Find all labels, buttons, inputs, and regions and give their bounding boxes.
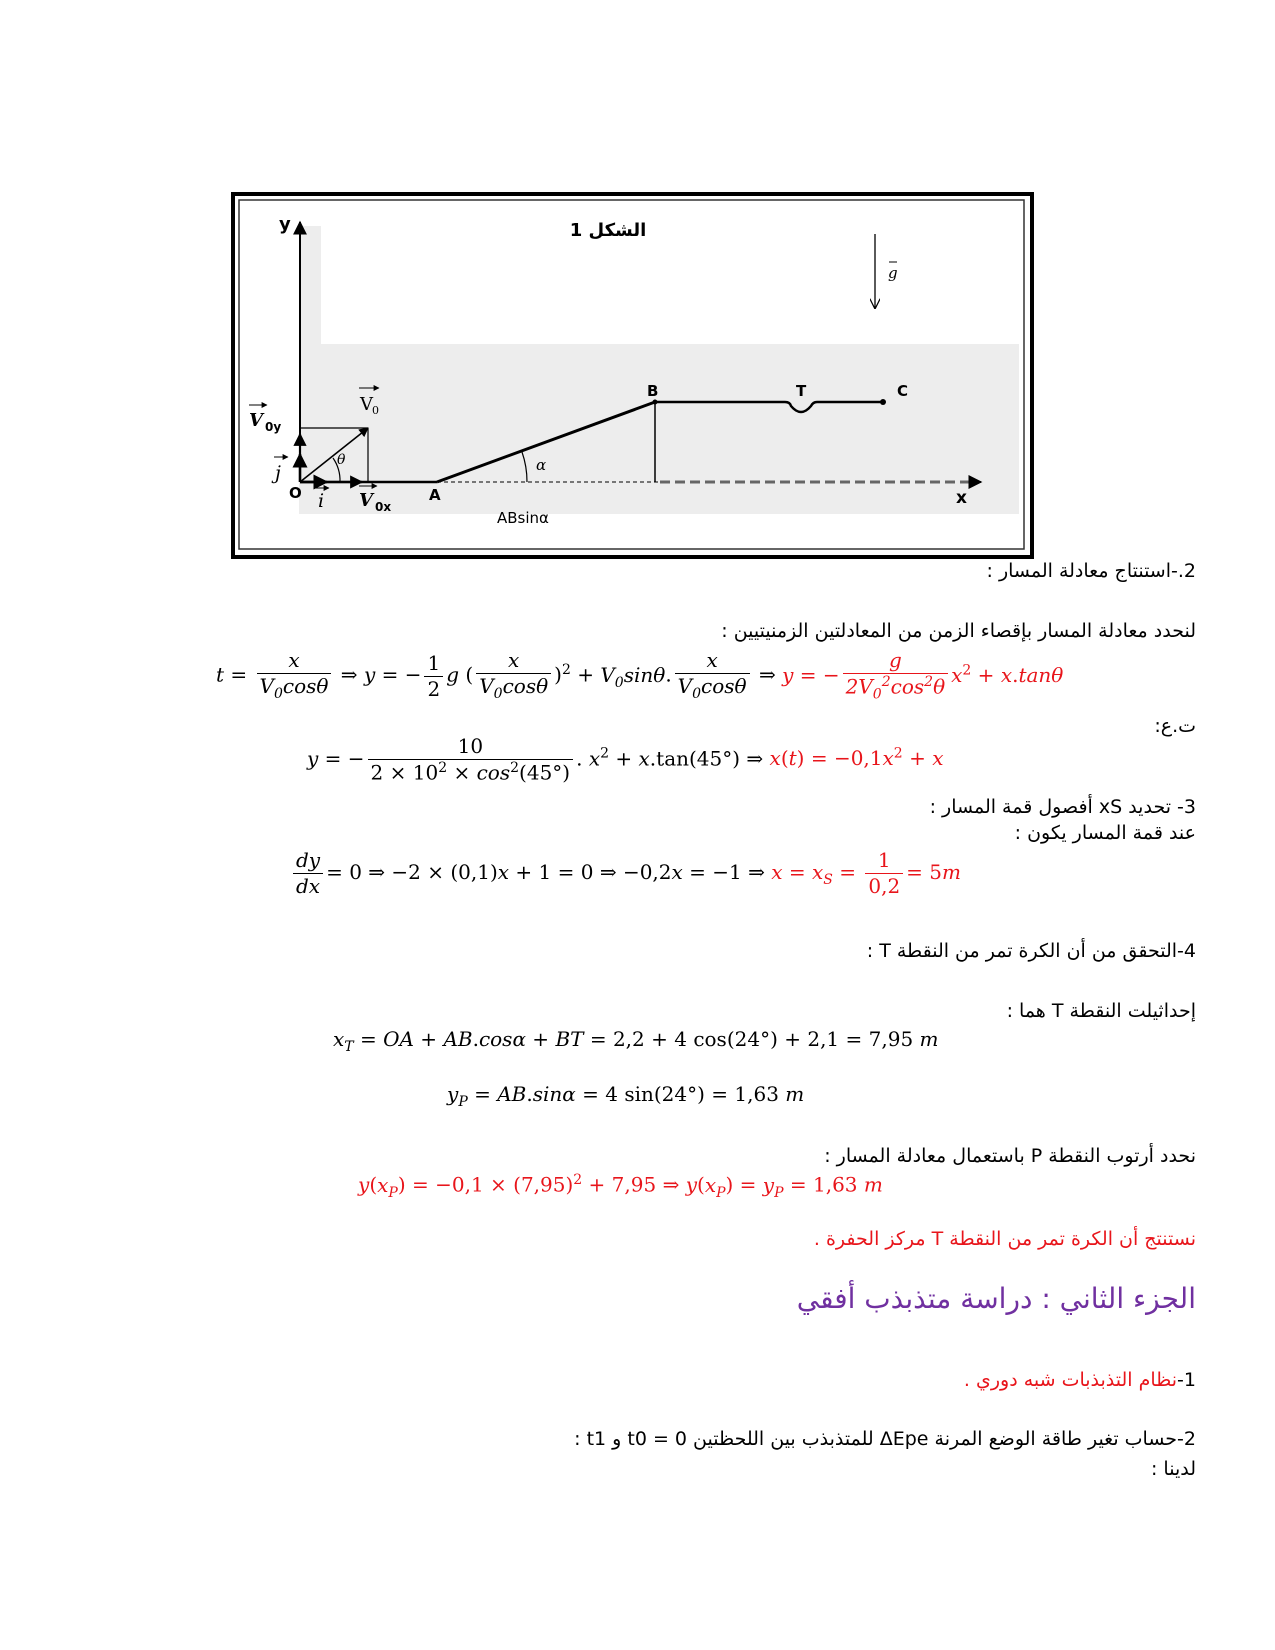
part-2-given: لدينا : <box>1150 1458 1196 1480</box>
v0y-label: V <box>249 410 263 431</box>
part-2-q1-prefix: 1- <box>1177 1369 1196 1391</box>
point-c-dot <box>880 399 886 405</box>
v0x-label-sub: 0x <box>375 500 392 514</box>
section-4-ordinate-intro: نحدد أرتوب النقطة P باستعمال معادلة المسار : <box>824 1145 1196 1167</box>
y-axis-label: y <box>279 214 291 235</box>
equation-numeric-trajectory: y = − $\frac{10}{2 \times 10^2 \times \cos^2(45^\circ)}$ . $x^2 + x.\tan(45^\circ)$ ⇒ $x(t) = -0,1x^2 + x$ <box>307 734 944 785</box>
x-axis-label: x <box>956 488 967 508</box>
v0-label-sub: 0 <box>372 404 379 417</box>
part-2-heading: الجزء الثاني : دراسة متذبذب أفقي <box>796 1282 1196 1315</box>
v0x-label: V <box>359 490 373 511</box>
trajectory-diagram <box>235 196 1030 555</box>
origin-label: O <box>289 484 302 502</box>
point-c-label: C <box>897 382 909 400</box>
angle-theta-label: θ <box>337 452 346 468</box>
dim-label-absin: ABsinα <box>497 509 549 527</box>
section-4-coordinates-intro: إحداثيلت النقطة T هما : <box>1006 1000 1196 1022</box>
part-2-question-2: 2-حساب تغير طاقة الوضع المرنة ΔEpe للمتذبذب بين اللحظتين t0 = 0 و t1 : <box>574 1428 1196 1450</box>
v0-label: V <box>360 394 373 415</box>
equation-summit: $\frac{dy}{dx}$ = 0 ⇒ −2 × (0,1)x + 1 = 0 ⇒ −0,2x = −1 ⇒ $x = x_S$ = $\frac{1}{0,2}$ = 5m <box>290 848 961 899</box>
point-b-label: B <box>647 382 659 400</box>
point-a-label: A <box>429 486 441 504</box>
shaded-band <box>299 344 1019 514</box>
section-2-intro: لنحدد معادلة المسار بإقصاء الزمن من المعادلتين الزمنيتيين : <box>721 620 1196 642</box>
v0y-label-sub: 0y <box>265 420 282 434</box>
point-b-dot <box>653 400 658 405</box>
section-4-title: 4-التحقق من أن الكرة تمر من النقطة T : <box>866 940 1196 962</box>
unit-i-label: i <box>318 490 325 512</box>
section-3-intro: عند قمة المسار يكون : <box>1014 822 1196 844</box>
equation-xt: $x_T$ = OA + AB.cosα + BT = 2,2 + 4 cos(24°) + 2,1 = 7,95 m <box>333 1027 939 1055</box>
section-4-conclusion: نستنتج أن الكرة تمر من النقطة T مركز الحفرة . <box>813 1228 1196 1250</box>
angle-alpha-label: α <box>536 456 547 474</box>
point-t-label: T <box>796 382 807 400</box>
section-2-title: 2.-استنتاج معادلة المسار : <box>986 560 1196 582</box>
equation-y-of-xp: $y(x_P) = -0,1 \times (7,95)^2 + 7,95$ ⇒ $y(x_P) = y_P = 1,63$ m <box>358 1172 883 1201</box>
shaded-band-top <box>299 226 321 344</box>
part-2-question-1 <box>964 1369 1196 1391</box>
figure-caption: الشكل 1 <box>569 220 647 241</box>
equation-time-elimination: t = $\frac{x}{V_0\cos\theta}$ ⇒ y = − $\frac{1}{2}$ g ( $\frac{x}{V_0\cos\theta}$ )$^2 + V_0\sin\theta$. $\frac{x}{V_0\cos\theta}$ ⇒ y = − $\frac{g}{2V_0^2\cos^2\theta}$ $x^2 + x.\tan\theta$ <box>216 648 1064 703</box>
unit-j-label: j <box>275 462 281 484</box>
equation-yp: $y_P = AB.\sin\alpha = 4$ sin(24°) = 1,63 m <box>447 1082 805 1110</box>
section-3-title: 3- تحديد xS أفصول قمة المسار : <box>929 796 1196 818</box>
numeric-application-label: ت.ع: <box>1154 715 1196 737</box>
part-2-q1-answer: نظام التذبذبات شبه دوري . <box>963 1369 1178 1391</box>
gravity-label: g <box>888 264 898 282</box>
figure-1 <box>231 192 1034 559</box>
